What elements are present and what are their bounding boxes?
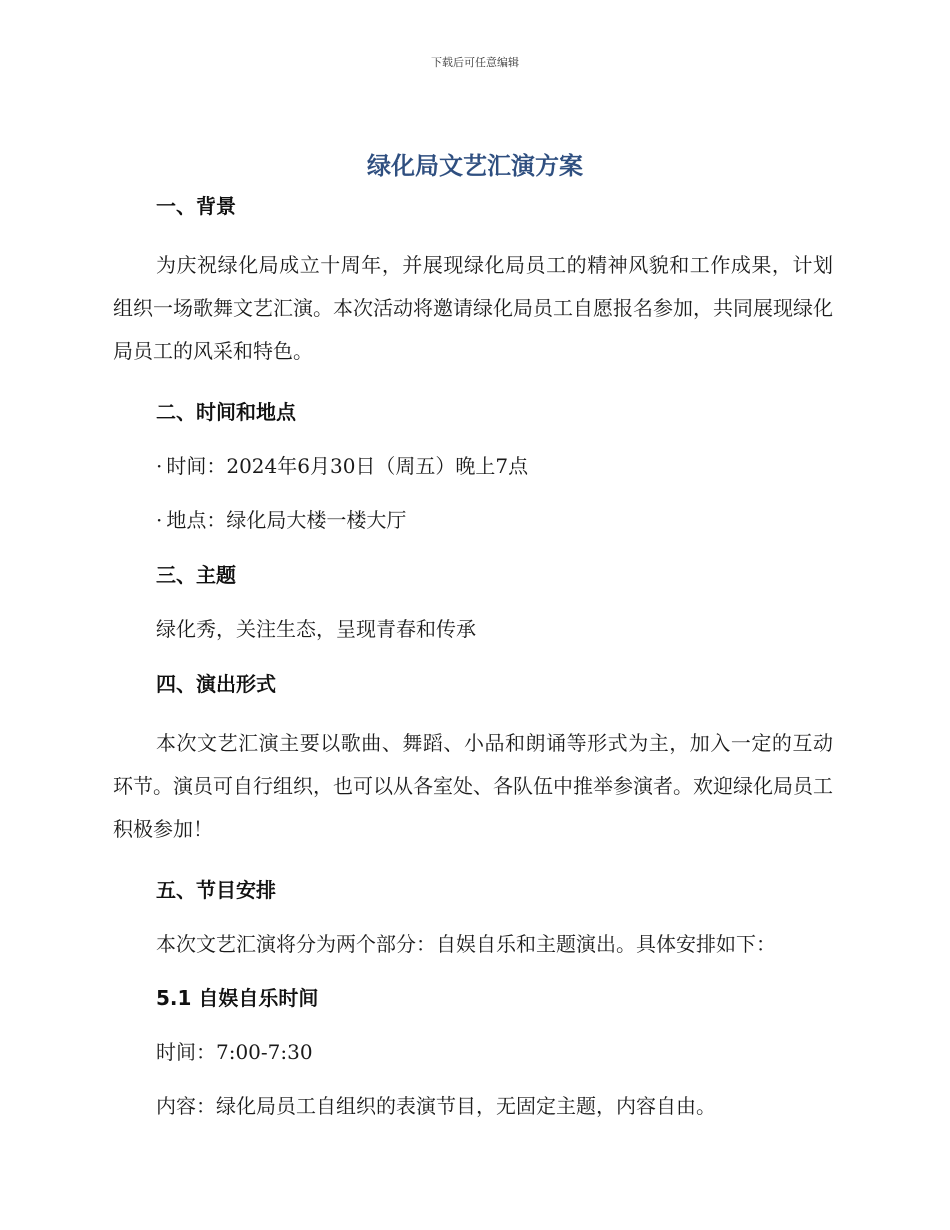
section-heading-program: 五、节目安排 — [156, 878, 276, 902]
theme-text: 绿化秀，关注生态，呈现青春和传承 — [156, 617, 476, 641]
section-heading-background: 一、背景 — [156, 194, 236, 218]
sub-heading-self-entertainment: 5.1 自娱自乐时间 — [156, 986, 319, 1010]
section-heading-time-place: 二、时间和地点 — [156, 400, 296, 424]
header-note: 下载后可任意编辑 — [431, 56, 519, 69]
bullet-marker: · — [156, 508, 163, 532]
section-heading-format: 四、演出形式 — [156, 672, 276, 696]
place-text: 地点：绿化局大楼一楼大厅 — [166, 508, 407, 532]
bullet-marker: · — [156, 454, 163, 478]
page-title: 绿化局文艺汇演方案 — [367, 152, 583, 180]
program-intro: 本次文艺汇演将分为两个部分：自娱自乐和主题演出。具体安排如下： — [156, 932, 776, 956]
time-line — [113, 450, 833, 482]
program-time: 时间：7:00-7:30 — [156, 1040, 313, 1064]
document-body — [113, 190, 833, 1122]
background-paragraph: 为庆祝绿化局成立十周年，并展现绿化局员工的精神风貌和工作成果，计划组织一场歌舞文艺汇演。本次活动将邀请绿化局员工自愿报名参加，共同展现绿化局员工的风采和特色。 — [113, 253, 833, 363]
format-paragraph: 本次文艺汇演主要以歌曲、舞蹈、小品和朗诵等形式为主，加入一定的互动环节。演员可自行组织，也可以从各室处、各队伍中推举参演者。欢迎绿化局员工积极参加！ — [113, 731, 833, 841]
section-heading-theme: 三、主题 — [156, 563, 236, 587]
program-content: 内容：绿化局员工自组织的表演节目，无固定主题，内容自由。 — [156, 1094, 716, 1118]
place-line — [113, 504, 833, 536]
time-text: 时间：2024年6月30日（周五）晚上7点 — [166, 454, 529, 478]
